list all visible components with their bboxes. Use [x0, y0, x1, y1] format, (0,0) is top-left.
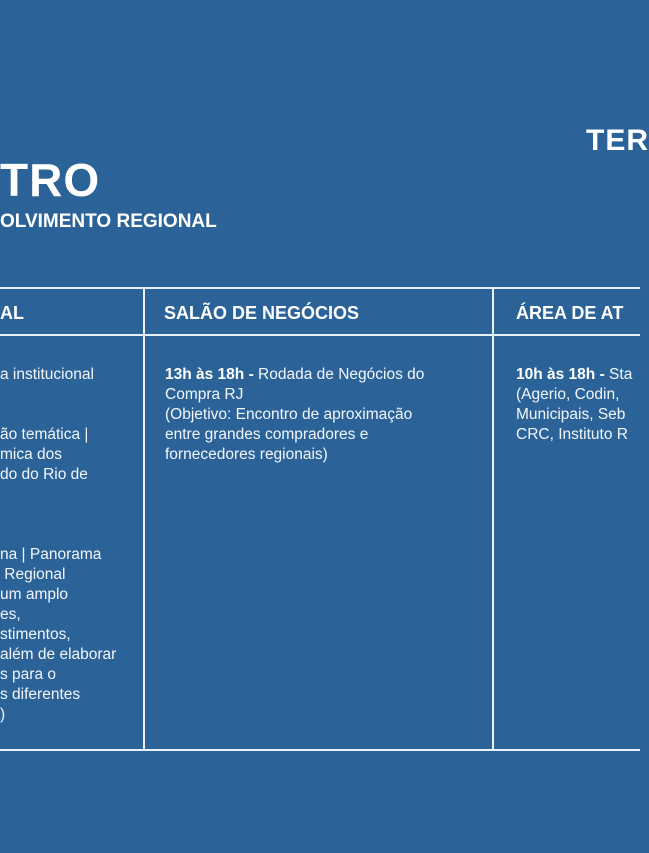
- cell-line: CRC, Instituto R: [516, 426, 628, 443]
- cell-line: ão temática |: [0, 426, 89, 443]
- cell-line: na | Panorama: [0, 546, 102, 563]
- cell-line: Municipais, Seb: [516, 406, 626, 423]
- cell-line: s para o: [0, 666, 57, 683]
- cell-line: [0, 505, 142, 525]
- event-title: Sta: [604, 366, 633, 383]
- cell-line: [0, 405, 142, 425]
- cell-line: (Objetivo: Encontro de aproximação: [165, 406, 413, 423]
- cell-line: [165, 365, 485, 385]
- cell-line: s diferentes: [0, 686, 81, 703]
- cell-line: um amplo: [0, 586, 69, 603]
- column-header-area: ÁREA DE AT: [516, 303, 624, 323]
- column-header-salao-de-negocios: SALÃO DE NEGÓCIOS: [164, 303, 360, 323]
- table-cell-col1: [0, 365, 142, 725]
- table-column-divider: [492, 287, 494, 751]
- table-header-divider: [0, 334, 640, 336]
- cell-line: Compra RJ: [165, 386, 244, 403]
- cell-line: do do Rio de: [0, 466, 88, 483]
- table-cell-area: [516, 365, 640, 445]
- event-title: Rodada de Negócios do: [253, 366, 425, 383]
- time-range: 13h às 18h -: [165, 366, 254, 383]
- table-column-divider: [143, 287, 145, 751]
- cell-line: além de elaborar: [0, 646, 117, 663]
- cell-line: mica dos: [0, 446, 63, 463]
- table-cell-salao-de-negocios: [165, 365, 485, 465]
- cell-line: es,: [0, 606, 21, 623]
- table-top-border: [0, 287, 640, 289]
- cell-line: [516, 365, 640, 385]
- table-bottom-border: [0, 749, 640, 751]
- time-range: 10h às 18h -: [516, 366, 605, 383]
- right-section-title: TER: [586, 124, 649, 157]
- cell-line: stimentos,: [0, 626, 71, 643]
- page-subtitle: OLVIMENTO REGIONAL: [0, 211, 217, 232]
- cell-line: (Agerio, Codin,: [516, 386, 620, 403]
- page-title: TRO: [0, 154, 101, 206]
- cell-line: a institucional: [0, 366, 94, 383]
- cell-line: [0, 485, 142, 505]
- cell-line: [0, 385, 142, 405]
- cell-line: entre grandes compradores e: [165, 426, 369, 443]
- cell-line: fornecedores regionais): [165, 446, 328, 463]
- cell-line: ): [0, 706, 6, 723]
- cell-line: [0, 525, 142, 545]
- column-header: AL: [0, 303, 24, 323]
- cell-line: Regional: [0, 566, 66, 583]
